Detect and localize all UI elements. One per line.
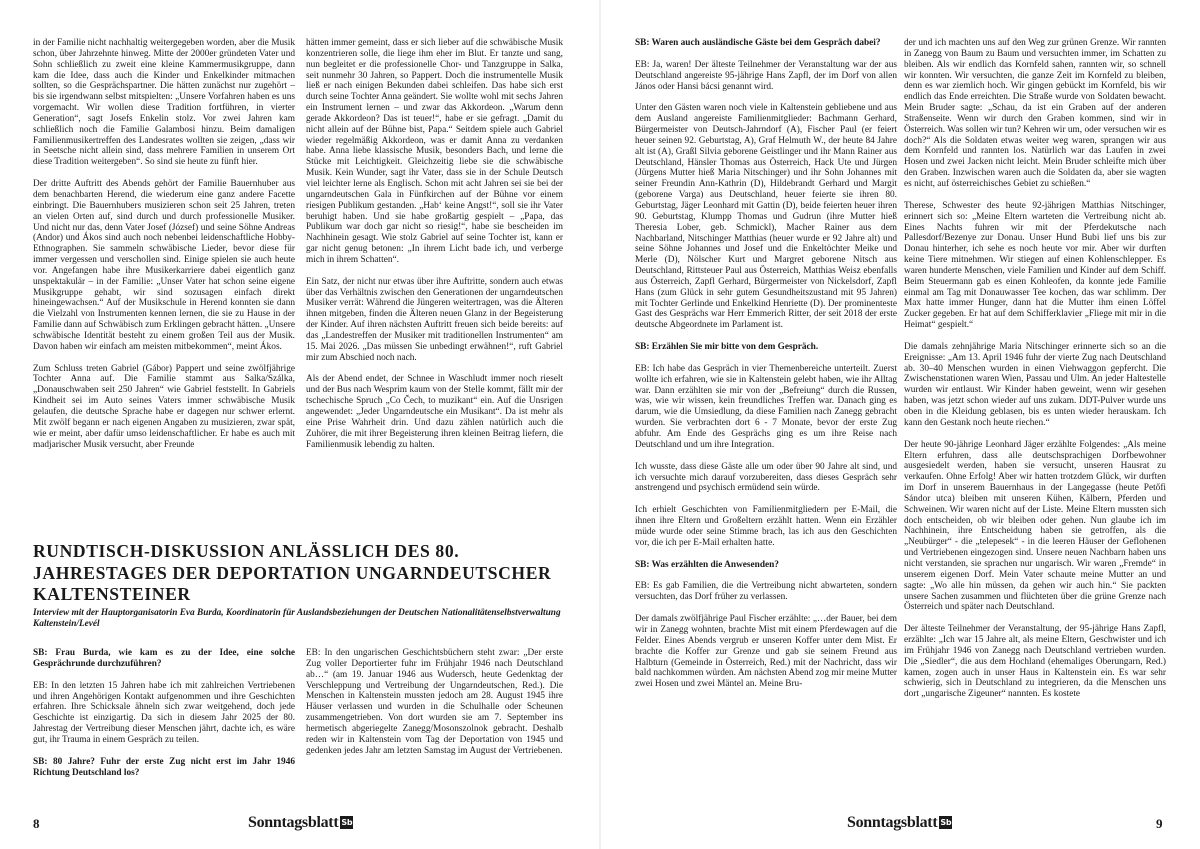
interview-answer: EB: Ich habe das Gespräch in vier Themenbereiche unterteilt. Zuerst wollte ich erfahren, wie sie in Kaltenstein gelebt haben, wie ihr Alltag war. Dann erzählten sie mir von der „Befreiung“ durch die Russen, was, wie wir wissen, kein freundliches Treffen war. Danach ging es darum, wie die Umsiedlung, da diese Familien nach Zanegg gebracht wurden. Sie verbrachten dort 6 - 7 Monate, bevor der erste Zug abfuhr. Am Ende des Gesprächs ging es um ihre Reise nach Deutschland und um ihre Integration. [635,363,897,450]
interview-answer: EB: In den letzten 15 Jahren habe ich mit zahlreichen Vertriebenen und ihren Angehörigen Kontakt aufgenommen und ihre Geschichten erfahren. Ihre Schicksale ähneln sich zwar weitgehend, doch jede Geschichte ist einzigartig. Da sich in diesem Jahr 2025 der 80. Jahrestag der Vertreibung dieser Menschen jährt, dachte ich, es wäre gut, ihr Trauma in einem Gespräch zu teilen. [33,680,295,745]
paragraph: Therese, Schwester des heute 92-jährigen Matthias Nitschinger, erinnert sich so: „Meine Eltern warteten die Vertreibung nicht ab. Eines Nachts fuhren wir mit der Pferdekutsche nach Pallesdorf/Bezenye zur Donau. Unser Hund Bubi lief uns bis zur Donau hinterher, ich sehe es noch heute vor mir. Aber wir durften keine Tiere mitnehmen. Wir stiegen auf einen Kohlenschlepper. Es waren hunderte Menschen, viele Familien und Kinder auf dem Schiff. Beim Steuermann gab es einen Kohleofen, da konnte jede Familie einmal am Tag mit Donauwasser Tee kochen, das war schlimm. Der Max hatte immer Hunger, dann hat die Mutter ihm einen Löffel Zucker gegeben. Er hat auf dem Schifferklavier „Fliege mit mir in die Heimat“ gespielt.“ [904,200,1166,331]
paragraph: Als der Abend endet, der Schnee in Waschludt immer noch rieselt und der Bus nach Wesprim kaum von der Stelle kommt, fällt mir der tschechische Spruch „Co Čech, to muzikant“ ein. Auf die Unsrigen angewendet: „Jeder Ungarndeutsche ein Musikant“. Da ist mehr als eine Prise Wahrheit drin. Und dazu zählen natürlich auch die Zuhörer, die mit ihrer Begeisterung ihren kleinen Beitrag liefern, die Familienmusik lebendig zu halten. [306,374,563,450]
paragraph: EB: In den ungarischen Geschichtsbüchern steht zwar: „Der erste Zug voller Deportierter fuhr im Frühjahr 1946 nach Deutschland ab…“ (am 19. Januar 1946 aus Wudersch, heute Gedenktag der Verschleppung und Vertreibung der Ungarndeutschen, Red.). Die Menschen in Kaltenstein mussten jedoch am 28. August 1945 ihre Häuser verlassen und wurden in die Schulhalle oder Scheunen zusammengetrieben. Von dort wurden sie am 7. September ins hermetisch abgeriegelte Zanegg/Mosonszolnok gebracht. Deshalb reden wir in Kaltenstein vom Tag der Deportation von 1945 und gedenken jedes Jahr am letzten Samstag im August der Vertriebenen. [306,648,563,756]
paragraph: hätten immer gemeint, dass er sich lieber auf die schwäbische Musik konzentrieren solle, die liege ihm eher im Blut. Er tanzte und sang, nun begleitet er die professionelle Chor- und Tanzgruppe in Salka, seit nunmehr 30 Jahren, so Pappert. Doch die instrumentelle Musik ließ er nach einigen Bekunden dabei schleifen. Das habe sich erst durch seine Tochter Anna geändert. Sie wollte wohl mit sechs Jahren ein Instrument lernen – und zwar das Akkordeon. „Warum denn gerade Akkordeon? Das ist teuer!“, habe er sie gefragt. „Damit du nicht allein auf der Bühne bist, Papa.“ Seitdem spiele auch Gabriel wieder regelmäßig Akkordeon, was er damit Anna zu verdanken habe. Anna liebe klassische Musik, besonders Bach, und lerne die Stücke mit Leichtigkeit. Gleichzeitig liebe sie die schwäbische Musik. Kein Wunder, sagt ihr Vater, dass sie in der Schule Deutsch viel leichter lerne als Englisch. Schon mit acht Jahren sei sie bei der ungarndeutschen Gala in Fünfkirchen auf der Bühne vor einem riesigen Publikum gestanden. „Hab‘ keine Angst!“, soll sie ihr Vater beruhigt haben. Und sie habe großartig gespielt – „Papa, das Publikum war doch gar nicht so riesig!“, habe sie bescheiden im Nachhinein gesagt. Wie stolz Gabriel auf seine Tochter ist, kann er gar nicht genug betonen: „In ihrem Licht bade ich, und verberge mich in ihrem Schatten“. [306,38,563,265]
page-number: 9 [1156,816,1163,831]
article-headline: RUNDTISCH-DISKUSSION ANLÄSSLICH DES 80. JAHRESTAGES DER DEPORTATION UNGARNDEUTSCHER KALTENSTEINER [33,541,552,604]
right-page [600,0,1200,849]
brand-name: Sonntagsblatt [847,814,938,831]
paragraph: Ein Satz, der nicht nur etwas über ihre Auftritte, sondern auch etwas über das Verhältnis zwischen den Generationen der ungarndeutschen Musiker verrät: Während die Jüngeren weitertragen, was die Älteren ihnen mitgeben, finden die Älteren neuen Glanz in der Begeisterung der Kinder. Auf ihren nächsten Auftritt freuen sich beide bereits: auf das „Landestreffen der Musiker mit traditionellen Instrumenten“ am 15. Mai 2026. „Das müssen Sie unbedingt erwähnen!“, ruft Gabriel mir zum Abschied noch nach. [306,276,563,363]
left-column-3 [33,648,295,800]
paragraph: in der Familie nicht nachhaltig weitergegeben worden, aber die Musik schon, über Jahrzehnte hinweg. Mitte der 2000er gründeten Vater und Sohn schließlich zu zweit eine kleine Kammermusikgruppe, dann kam die Idee, dass auch die Kinder und Enkelkinder mitmachen sollten, so die Gesprächspartner. Die hätten zunächst nur zugehört – bis sie irgendwann selbst mitspielten: „Unsere Vorfahren haben es uns vorgemacht. Wir wollen diese Tradition fortführen, in vierter Generation“, sagt Josefs Enkelin stolz. Vor zwei Jahren kam schließlich noch die Familie Galambosi hinzu. Beim damaligen Familienmusikertreffen des Landesrates wollten sie zeigen, „dass wir in Seetsche nicht allein sind, dass mehrere Familien in unserem Ort diese Tradition weitergeben“. So sind sie heute zu fünft hier. [33,38,295,168]
left-column-1 [33,38,295,531]
interview-question: SB: Erzählen Sie mir bitte von dem Gespräch. [635,342,819,353]
paragraph: Der heute 90-jährige Leonhard Jäger erzählte Folgendes: „Als meine Eltern erfuhren, dass alle deutschsprachigen Dorfbewohner ausgesiedelt werden, haben sie versucht, unseren Hausrat zu verkaufen. Ohne Erfolg! Aber wir hatten trotzdem Glück, wir durften im Dorf in unserem Bauernhaus in der Langegasse (heute Petőfi Sándor utca) bleiben mit unseren Kühen, Kälbern, Pferden und Schweinen. Wir waren nicht auf der Liste. Meine Eltern mussten sich doch entscheiden, ob wir bleiben oder gehen. Nun glaube ich im Nachhinein, ihre Entscheidung haben sie getroffen, als die „Neubürger“ - die „telepesek“ - in die leeren Häuser der Geflohenen und Vertriebenen eingezogen sind. Unsere neuen Nachbarn haben uns nicht verstanden, sie sprachen nur ungarisch. Wir waren „Fremde“ in unserem eigenen Dorf. Mein Vater schaute meine Mutter an und sagte: „Wo alle hin müssen, da gehen wir auch hin.“ Sie packten unsere Sachen zusammen und flüchteten über die grüne Grenze nach Österreich und später nach Deutschland. [904,439,1166,613]
interview-answer: Der damals zwölfjährige Paul Fischer erzählte: „…der Bauer, bei dem wir in Zanegg wohnten, brachte Mist mit einem Pferdewagen auf die Felder. Eines Abends vergrub er unseren Koffer unter dem Mist. Er brachte die Koffer zur Grenze und gab sie seinem Freund aus Halbturn (Gemeinde in Österreich, Red.) mit der Nachricht, dass wir bald nachkommen würden. Am nächsten Abend zog mir meine Mutter zwei Hosen und zwei Mäntel an. Meine Bru- [635,614,897,690]
interview-answer: Unter den Gästen waren noch viele in Kaltenstein gebliebene und aus dem Ausland angereiste Familienmitglieder: Bachmann Gerhard, Bürgermeister von Deutsch-Jahrndorf (A), Fischer Paul (er feiert heuer seinen 92. Geburtstag, A), Graf Helmuth W., der heute 84 Jahre alt ist (A), Graßl Silvia geborene Geistlinger und ihr Mann Rainer aus Deutschland, Hänsler Thomas aus Österreich, Hack Ute und Jürgen (Jürgens Mutter hieß Maria Nitschinger) und ihr Sohn Johannes mit seiner Freundin Ann-Kathrin (D), Hildebrandt Gerhard und Margit (geborene Varga) aus Deutschland, heuer feierte sie ihren 80. Geburtstag, Jäger Leonhard mit Gattin (D), beide feierten heuer ihren 90. Geburtstag, Klumpp Thomas und Gudrun (ihre Mutter hieß Theresia Lober, geb. Schmickl), Macher Rainer aus dem Nachbarland, Nitschinger Matthias (heuer wurde er 92 Jahre alt) und seine Söhne Johannes und Josef und die Enkeltöchter Meike und Merle (D), Nölscher Kurt und Margret geborene Nitsch aus Deutschland, Rittsteuer Paul aus Österreich, Matthias Weisz ebenfalls aus Österreich, Zapfl Gerhard, Bürgermeister von Nickelsdorf, Zapfl Hans (zum Glück in sehr gutem Gesundheitszustand mit 95 Jahren) mit Tochter Gerlinde und Enkelkind Henriette (D). Der prominenteste Gast des Gesprächs war Herr Emmerich Ritter, der seit 2018 der erste deutsche Abgeordnete im Parlament ist. [635,103,897,331]
right-column-1 [635,38,897,806]
interview-question: SB: Waren auch ausländische Gäste bei dem Gespräch dabei? [635,38,881,48]
interview-answer: EB: Es gab Familien, die die Vertreibung nicht abwarteten, sondern versuchten, das Dorf früher zu verlassen. [635,581,897,603]
sb-logo-icon: Sb [341,818,353,827]
publication-brand [847,814,952,832]
paragraph: Die damals zehnjährige Maria Nitschinger erinnerte sich so an die Ereignisse: „Am 13. April 1946 fuhr der vierte Zug nach Deutschland ab. 30–40 Menschen wurden in einen Viehwaggon gepfercht. Die Zwischenstationen waren Wien, Passau und Ulm. An jeder Haltestelle wurden wir entlaust. Wir Kinder haben geweint, wenn wir gesehen haben, was jetzt schon wieder auf uns zukam. DDT-Pulver wurde uns oben in die Kleidung geblasen, bis es unten wieder herauskam. Ich kann den Gestank noch heute riechen.“ [904,341,1166,428]
paragraph: der und ich machten uns auf den Weg zur grünen Grenze. Wir rannten in Zanegg von Baum zu Baum und versuchten immer, im Schatten zu bleiben. Als wir endlich das Kornfeld sahen, rannten wir, so schnell wir konnten. Wir versuchten, die ganze Zeit im Kornfeld zu bleiben, denn es war ziemlich hoch. Wir gingen gebückt im Kornfeld, bis wir endlich das Ende erreichten. Die Straße wurde von Soldaten bewacht. Mein Bruder sagte: „Schau, da ist ein Graben auf der anderen Straßenseite. Wenn wir durch den Graben kommen, sind wir in Österreich. Was sollen wir tun? Kehren wir um, oder versuchen wir es doch?“ Als die Soldaten etwas weiter weg waren, sprangen wir aus dem Kornfeld und rannten los. Natürlich war das Laufen in zwei Hosen und zwei Jacken nicht leicht. Mein Bruder schleifte mich über den Graben. Inzwischen waren auch die Soldaten da, aber sie wagten es nicht, auf österreichisches Gebiet zu schießen.“ [904,38,1166,189]
left-column-4 [306,648,563,800]
interview-question: SB: Frau Burda, wie kam es zu der Idee, eine solche Gesprächrunde durchzuführen? [33,648,295,669]
interview-question: SB: 80 Jahre? Fuhr der erste Zug nicht erst im Jahr 1946 Richtung Deutschland los? [33,756,295,778]
paragraph: Der älteste Teilnehmer der Veranstaltung, der 95-jährige Hans Zapfl, erzählte: „Ich war 15 Jahre alt, als meine Eltern, Geschwister und ich im Frühjahr 1946 von Zanegg nach Deutschland vertrieben wurden. Die „Siedler“, die aus dem Hochland (ehemaliges Oberungarn, Red.) kamen, zogen auch in unser Haus in Kaltenstein ein. Es war sehr schwierig, sich in Deutschland zu integrieren, da die Menschen uns dort „ungarische Zigeuner“ nannten. Es kostete [904,624,1166,700]
sb-logo-icon: Sb [940,818,952,827]
interview-question: SB: Was erzählten die Anwesenden? [635,559,779,570]
right-column-2 [904,38,1166,806]
article-intro: Interview mit der Hauptorganisatorin Eva Burda, Koordinatorin für Auslandsbeziehungen der Deutschen Nationalitätenselbstverwaltung Kaltenstein/Levél [33,608,561,629]
paragraph: Der dritte Auftritt des Abends gehört der Familie Bauernhuber aus dem benachbarten Herend, die wiederum eine ganz andere Facette einbringt. Die Bauernhubers musizieren schon seit 25 Jahren, treten an vielen Orten auf, sind durch und durch professionelle Musiker. Und nicht nur das, denn Vater Josef (József) und seine Söhne Andreas (Andor) und Ákos sind auch noch nebenbei leidenschaftliche Hobby-Ethnographen. Sie sammeln schwäbische Lieder, bevor diese für immer vergessen und verschollen sind. Einige spielen sie auch heute vor. Angefangen habe ihre Musikerkarriere dabei eigentlich ganz unspektakulär – in der Familie: „Unser Vater hat schon seine eigene Musikgruppe gehabt, wir sind sozusagen einfach direkt hineingewachsen.“ Auf der Musikschule in Herend konnten sie dann die Vielzahl von Instrumenten kennen lernen, die sie zu Hause in der Familie dann auf Schwäbisch zum Erklingen gebracht hätten. „Unsere schwäbische Identität besteht zu einem großen Teil aus der Musik. Davon haben wir einfach am meisten mitbekommen“, meint Ákos. [33,179,295,352]
paragraph: Zum Schluss treten Gabriel (Gábor) Pappert und seine zwölfjährige Tochter Anna auf. Die Familie stammt aus Salka/Szálka, „Donauschwaben seit 250 Jahren“ wie Gabriel feststellt. In Gabriels Kindheit sei im Auto seines Vaters immer schwäbische Musik gelaufen, die deutsche Sprache habe er dagegen nur schwer erlernt. Mit zwölf begann er nach eigenen Angaben zu musizieren, zwar spät, wie er meint, aber dafür umso leidenschaftlicher. Er habe es auch mit madjarischer Musik versucht, aber Freunde [33,363,295,450]
left-column-2 [306,38,563,531]
interview-answer: EB: Ja, waren! Der älteste Teilnehmer der Veranstaltung war der aus Deutschland angereiste 95-jährige Hans Zapfl, der im Dorf von allen János oder Hansi bácsi genannt wird. [635,59,897,92]
interview-answer: Ich wusste, dass diese Gäste alle um oder über 90 Jahre alt sind, und ich versuchte mich darauf vorzubereiten, dass dieses Gespräch sehr anstrengend und psychisch ermüdend sein würde. [635,461,897,494]
publication-brand [248,814,353,832]
page-number: 8 [33,816,40,831]
interview-answer: Ich erhielt Geschichten von Familienmitgliedern per E-Mail, die ihnen ihre Eltern und Großeltern erzählt hatten. Wenn ein Erzähler müde wurde oder seine Stimme brach, las ich aus den Geschichten vor, die ich per E-Mail erhalten hatte. [635,505,897,548]
brand-name: Sonntagsblatt [248,814,339,831]
